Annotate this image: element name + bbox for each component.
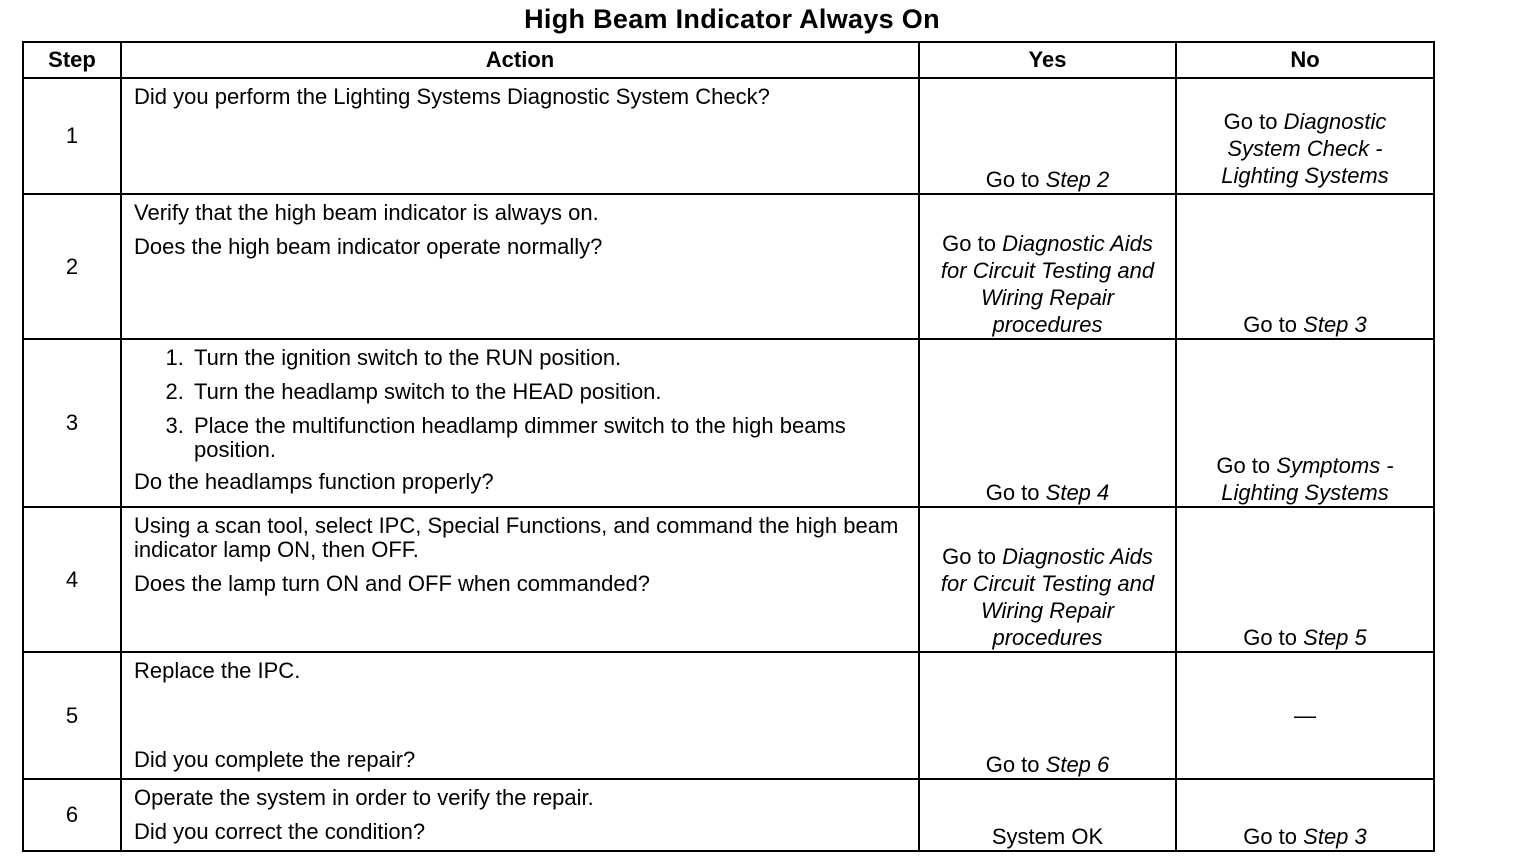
procedure-list bbox=[134, 346, 906, 462]
yes-text: System OK bbox=[991, 824, 1104, 849]
step-number: 2 bbox=[23, 194, 121, 339]
yes-prefix: Go to bbox=[985, 167, 1040, 192]
action-text: Did you perform the Lighting Systems Diagnostic System Check? bbox=[134, 84, 770, 109]
step-number: 6 bbox=[23, 779, 121, 851]
yes-cell bbox=[919, 78, 1176, 194]
no-prefix: Go to bbox=[1243, 824, 1298, 849]
action-cell bbox=[121, 339, 919, 507]
action-cell bbox=[121, 78, 919, 194]
yes-reference: Diagnostic Aids for Circuit Testing and Wiring Repair procedures bbox=[940, 544, 1155, 650]
yes-prefix: Go to bbox=[942, 231, 996, 256]
action-cell bbox=[121, 652, 919, 779]
action-question: Does the high beam indicator operate normally? bbox=[134, 234, 603, 259]
no-text: — bbox=[1294, 703, 1316, 728]
no-prefix: Go to bbox=[1243, 312, 1298, 337]
table-row bbox=[23, 507, 1434, 652]
yes-cell bbox=[919, 652, 1176, 779]
column-header-no: No bbox=[1176, 42, 1434, 78]
yes-reference: Step 2 bbox=[1045, 167, 1110, 192]
no-cell bbox=[1176, 339, 1434, 507]
yes-prefix: Go to bbox=[985, 752, 1040, 777]
column-header-step: Step bbox=[23, 42, 121, 78]
table-row bbox=[23, 339, 1434, 507]
yes-cell bbox=[919, 194, 1176, 339]
action-cell bbox=[121, 507, 919, 652]
action-question: Did you complete the repair? bbox=[134, 747, 416, 772]
no-reference: Symptoms - Lighting Systems bbox=[1221, 453, 1394, 505]
procedure-step: 1. Turn the ignition switch to the RUN position. bbox=[190, 346, 906, 370]
no-cell bbox=[1176, 652, 1434, 779]
table-row bbox=[23, 78, 1434, 194]
no-reference: Step 3 bbox=[1303, 312, 1367, 337]
no-reference: Step 3 bbox=[1303, 824, 1367, 849]
action-text: Operate the system in order to verify the repair. bbox=[134, 785, 594, 810]
yes-reference: Step 4 bbox=[1045, 480, 1110, 505]
yes-prefix: Go to bbox=[985, 480, 1040, 505]
yes-cell bbox=[919, 779, 1176, 851]
table-row bbox=[23, 194, 1434, 339]
step-number: 3 bbox=[23, 339, 121, 507]
table-row bbox=[23, 652, 1434, 779]
no-prefix: Go to bbox=[1223, 109, 1278, 134]
no-prefix: Go to bbox=[1243, 625, 1298, 650]
no-prefix: Go to bbox=[1216, 453, 1271, 478]
page-title: High Beam Indicator Always On bbox=[524, 4, 940, 34]
action-cell bbox=[121, 194, 919, 339]
column-header-action: Action bbox=[121, 42, 919, 78]
no-reference: Step 5 bbox=[1303, 625, 1367, 650]
procedure-step: 3. Place the multifunction headlamp dimmer switch to the high beams position. bbox=[190, 414, 906, 462]
no-reference: Diagnostic System Check - Lighting Systems bbox=[1221, 109, 1389, 188]
table-row bbox=[23, 779, 1434, 851]
procedure-step: 2. Turn the headlamp switch to the HEAD position. bbox=[190, 380, 906, 404]
yes-reference: Step 6 bbox=[1045, 752, 1110, 777]
yes-cell bbox=[919, 339, 1176, 507]
table-header-row bbox=[23, 42, 1434, 78]
action-cell bbox=[121, 779, 919, 851]
column-header-yes: Yes bbox=[919, 42, 1176, 78]
action-text: Replace the IPC. bbox=[134, 658, 301, 683]
action-question: Did you correct the condition? bbox=[134, 819, 426, 844]
step-number: 1 bbox=[23, 78, 121, 194]
step-number: 5 bbox=[23, 652, 121, 779]
step-number: 4 bbox=[23, 507, 121, 652]
no-cell bbox=[1176, 78, 1434, 194]
no-cell bbox=[1176, 779, 1434, 851]
diagnostic-table bbox=[22, 41, 1435, 852]
yes-reference: Diagnostic Aids for Circuit Testing and Wiring Repair procedures bbox=[940, 231, 1155, 337]
no-cell bbox=[1176, 507, 1434, 652]
action-text: Using a scan tool, select IPC, Special Functions, and command the high beam indicator lamp ON, then OFF. bbox=[134, 513, 899, 562]
action-text: Verify that the high beam indicator is always on. bbox=[134, 200, 599, 225]
action-question: Do the headlamps function properly? bbox=[134, 469, 494, 494]
no-cell bbox=[1176, 194, 1434, 339]
action-question: Does the lamp turn ON and OFF when commanded? bbox=[134, 571, 651, 596]
yes-cell bbox=[919, 507, 1176, 652]
yes-prefix: Go to bbox=[942, 544, 996, 569]
